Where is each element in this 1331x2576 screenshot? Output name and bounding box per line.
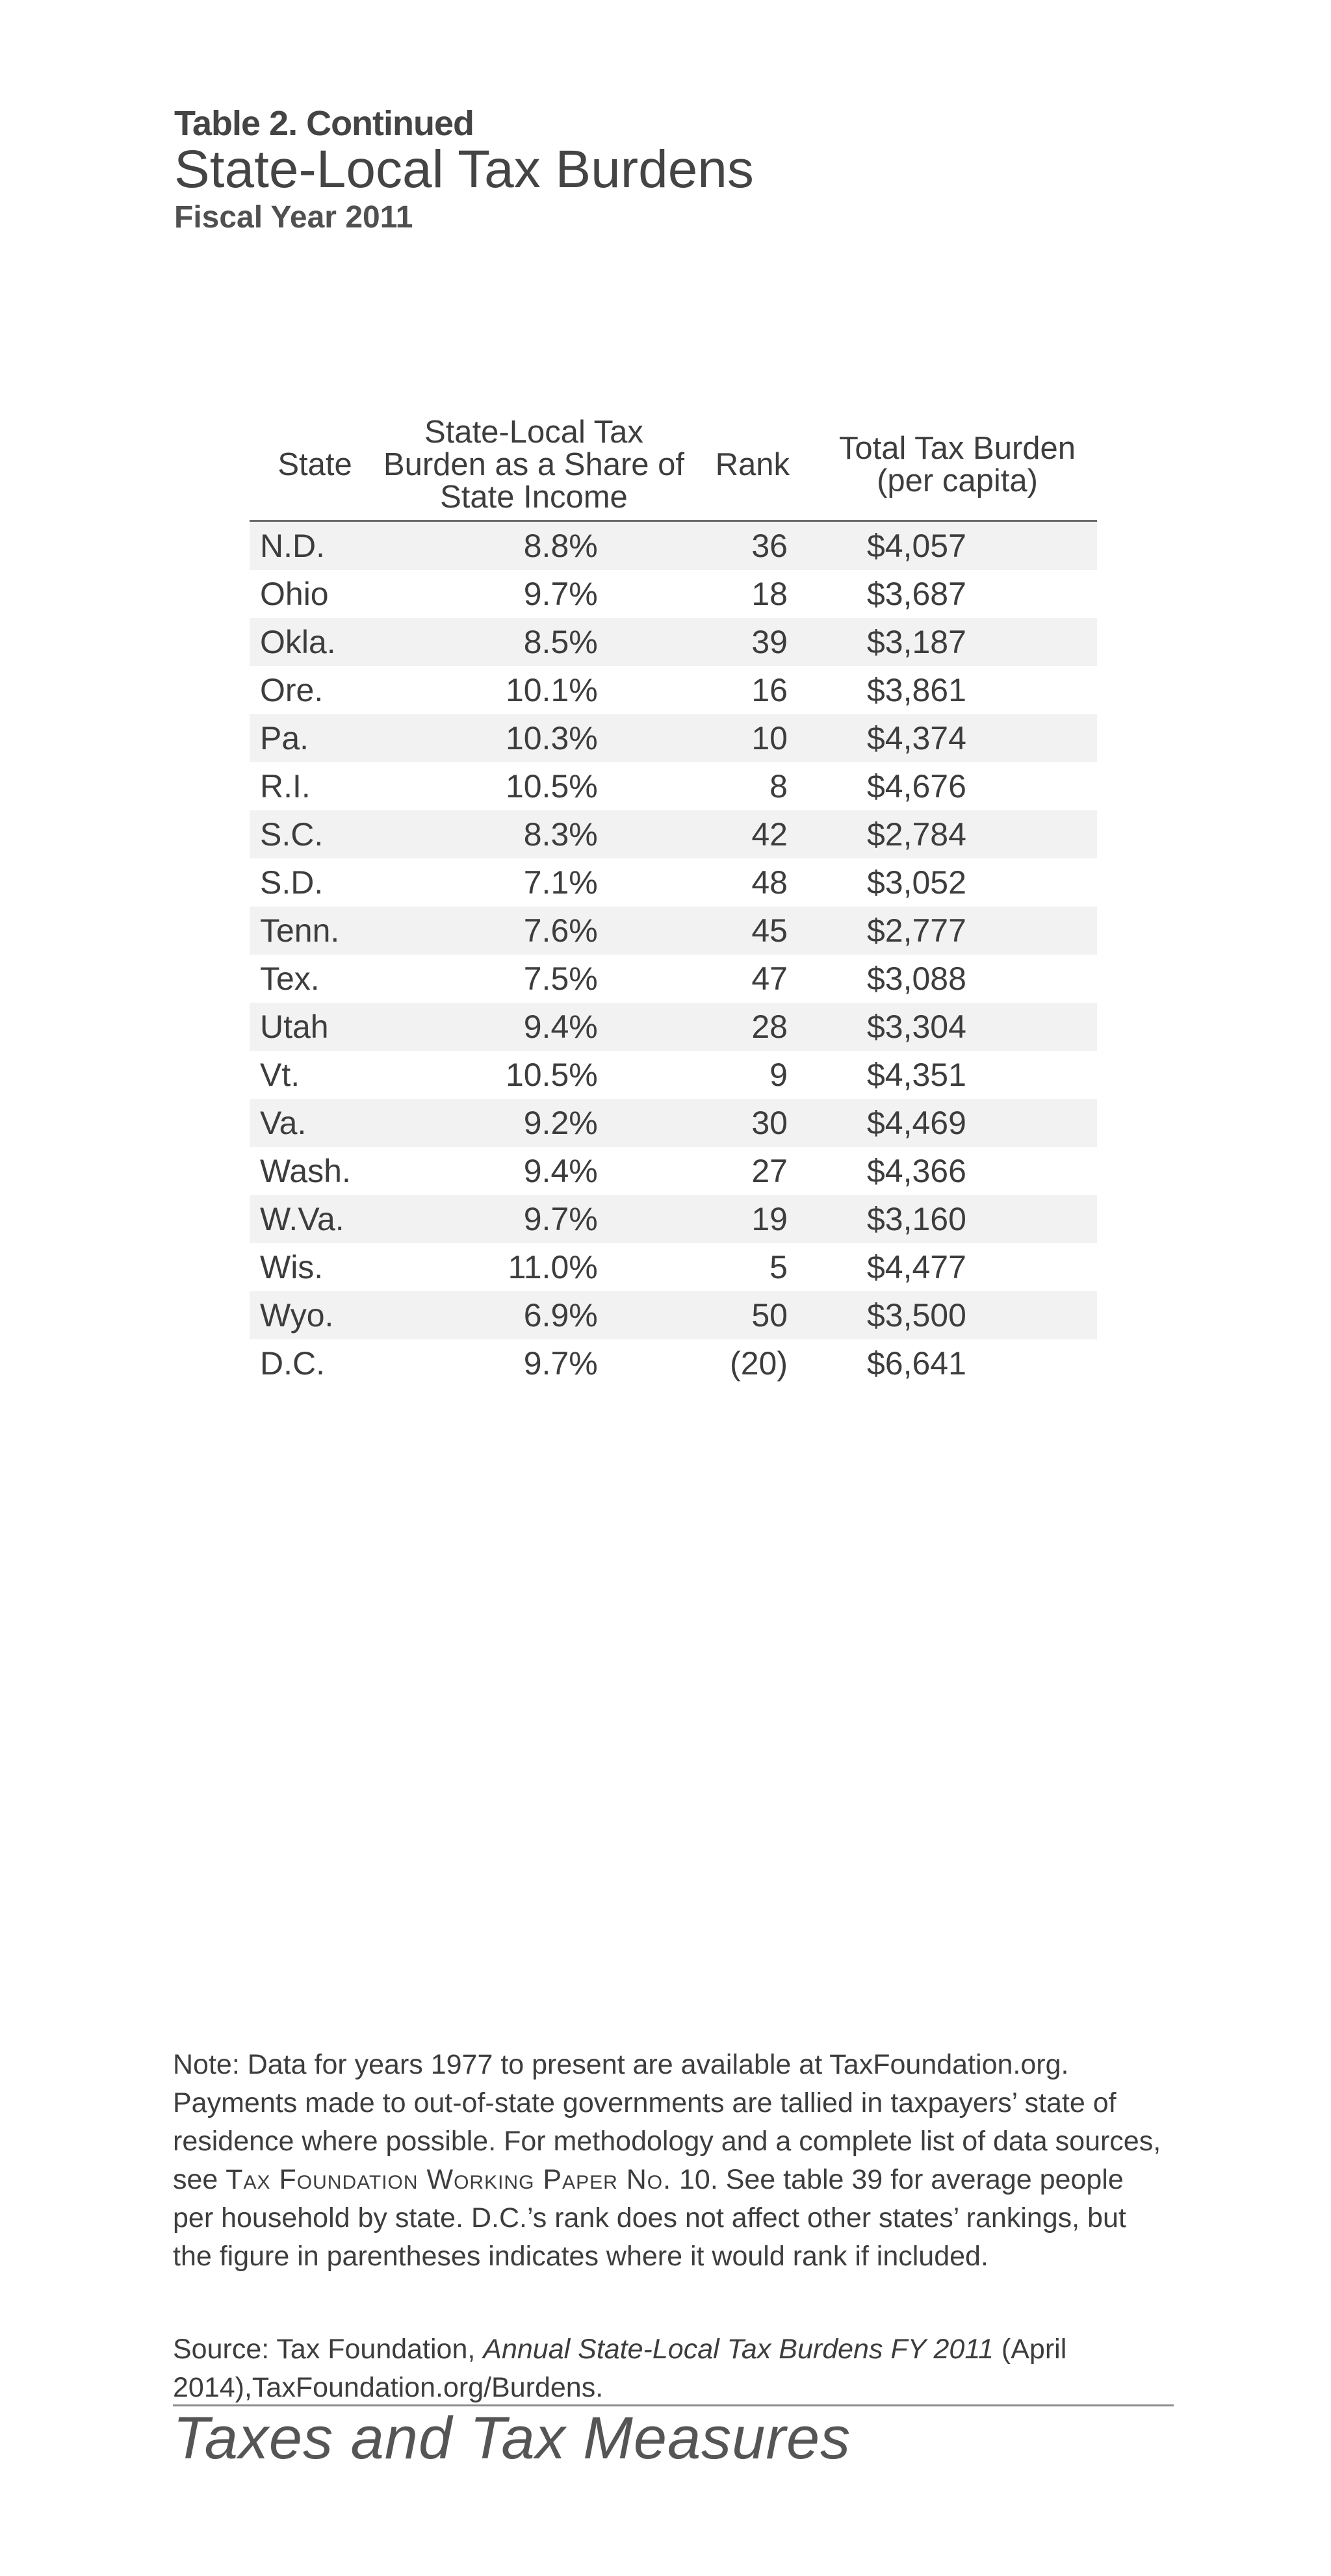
table-note (173, 2046, 1167, 2276)
cell-share: 7.1% (523, 864, 598, 901)
cell-total: $4,469 (818, 1099, 1097, 1147)
table-row (250, 858, 1097, 907)
cell-state: Wyo. (250, 1291, 380, 1339)
cell-rank: 28 (688, 1003, 818, 1051)
table-row (250, 618, 1097, 666)
cell-total: $3,160 (818, 1195, 1097, 1243)
cell-share: 11.0% (508, 1249, 598, 1285)
cell-share: 9.7% (523, 576, 598, 612)
cell-share: 8.5% (380, 618, 688, 666)
cell-total: $4,374 (818, 714, 1097, 762)
cell-share: 9.4% (523, 1153, 598, 1189)
cell-rank: 19 (688, 1195, 818, 1243)
cell-state: Wis. (260, 1249, 324, 1285)
cell-share: 9.7% (380, 1195, 688, 1243)
table-row (250, 714, 1097, 762)
cell-state: Utah (250, 1003, 380, 1051)
cell-rank: 47 (751, 960, 788, 997)
table-row (250, 1003, 1097, 1051)
table-row (250, 1147, 1097, 1195)
column-header-share: State-Local Tax Burden as a Share of State Income (380, 416, 688, 521)
table-header (174, 104, 1149, 237)
cell-share: 10.1% (505, 672, 598, 708)
tax-burden-table (250, 416, 1097, 1387)
cell-state: R.I. (260, 768, 311, 805)
table-row (250, 1291, 1097, 1339)
table-row (250, 1195, 1097, 1243)
cell-state: Wash. (260, 1153, 351, 1189)
cell-state: Tex. (260, 960, 320, 997)
cell-state: Ohio (260, 576, 329, 612)
cell-share: 8.8% (380, 521, 688, 571)
table-row (250, 907, 1097, 955)
table-row (250, 570, 1097, 618)
cell-share: 10.5% (505, 768, 598, 805)
source-publication-title: Annual State-Local Tax Burdens FY 2011 (483, 2334, 994, 2365)
cell-share: 9.7% (523, 1345, 598, 1382)
note-text-part2: 10. See table 39 for average people per household by state. D.C.’s rank does not affect other states’ rankings, but the figure in parentheses indicates where it would rank if included. (173, 2164, 1126, 2272)
cell-rank: (20) (730, 1345, 788, 1382)
cell-rank: 5 (769, 1249, 788, 1285)
cell-state: Ore. (260, 672, 324, 708)
cell-rank: 42 (688, 810, 818, 858)
cell-total: $4,676 (866, 768, 966, 805)
table-row (250, 1339, 1097, 1387)
table-row (250, 1051, 1097, 1099)
table-row (250, 1243, 1097, 1291)
cell-rank: 10 (688, 714, 818, 762)
cell-total: $4,057 (818, 521, 1097, 571)
cell-state: Vt. (260, 1057, 300, 1093)
cell-total: $3,052 (866, 864, 966, 901)
table-label: Table 2. Continued (174, 104, 474, 143)
cell-total: $6,641 (866, 1345, 966, 1382)
column-header-rank: Rank (688, 416, 818, 521)
cell-state: W.Va. (250, 1195, 380, 1243)
cell-total: $3,304 (818, 1003, 1097, 1051)
cell-share: 7.5% (523, 960, 598, 997)
cell-share: 7.6% (380, 907, 688, 955)
cell-state: Va. (250, 1099, 380, 1147)
note-text-part1: Note: Data for years 1977 to present are available at TaxFoundation.org. Payments made to out-of-state governments are tallied in taxpayers’ state of residence where possible. For methodology and a complete list of data sources, see (173, 2049, 1161, 2195)
cell-state: S.D. (260, 864, 324, 901)
cell-state: Okla. (250, 618, 380, 666)
table-row (250, 666, 1097, 714)
cell-share: 8.3% (380, 810, 688, 858)
cell-rank: 27 (751, 1153, 788, 1189)
cell-share: 10.3% (380, 714, 688, 762)
cell-rank: 36 (688, 521, 818, 571)
cell-rank: 50 (688, 1291, 818, 1339)
table-source (173, 2330, 1167, 2407)
cell-rank: 45 (688, 907, 818, 955)
cell-total: $2,777 (818, 907, 1097, 955)
cell-total: $3,088 (866, 960, 966, 997)
cell-state: S.C. (250, 810, 380, 858)
source-prefix: Source: Tax Foundation, (173, 2334, 484, 2365)
cell-share: 9.2% (380, 1099, 688, 1147)
table-row (250, 521, 1097, 571)
cell-total: $4,366 (866, 1153, 966, 1189)
table-header-row (250, 416, 1097, 521)
source-suffix: (April 2014),TaxFoundation.org/Burdens. (173, 2334, 1067, 2403)
table-row (250, 762, 1097, 810)
cell-state: Pa. (250, 714, 380, 762)
section-footer-title: Taxes and Tax Measures (173, 2405, 851, 2471)
cell-total: $3,861 (866, 672, 966, 708)
table-row (250, 810, 1097, 858)
cell-rank: 16 (751, 672, 788, 708)
cell-share: 9.4% (380, 1003, 688, 1051)
cell-share: 10.5% (505, 1057, 598, 1093)
cell-rank: 9 (769, 1057, 788, 1093)
cell-rank: 48 (751, 864, 788, 901)
cell-rank: 39 (688, 618, 818, 666)
table-row (250, 1099, 1097, 1147)
page-subtitle: Fiscal Year 2011 (174, 200, 413, 235)
cell-total: $3,687 (866, 576, 966, 612)
column-header-total: Total Tax Burden (per capita) (818, 416, 1097, 521)
column-header-state: State (250, 416, 380, 521)
cell-state: D.C. (260, 1345, 325, 1382)
page-title: State-Local Tax Burdens (174, 140, 754, 199)
cell-total: $4,477 (866, 1249, 966, 1285)
cell-state: N.D. (250, 521, 380, 571)
cell-total: $3,187 (818, 618, 1097, 666)
cell-share: 6.9% (380, 1291, 688, 1339)
cell-state: Tenn. (250, 907, 380, 955)
cell-total: $3,500 (818, 1291, 1097, 1339)
cell-rank: 18 (751, 576, 788, 612)
note-working-paper-reference: Tax Foundation Working Paper No. (226, 2164, 672, 2195)
cell-rank: 8 (769, 768, 788, 805)
cell-total: $2,784 (818, 810, 1097, 858)
table-row (250, 955, 1097, 1003)
cell-total: $4,351 (866, 1057, 966, 1093)
cell-rank: 30 (688, 1099, 818, 1147)
